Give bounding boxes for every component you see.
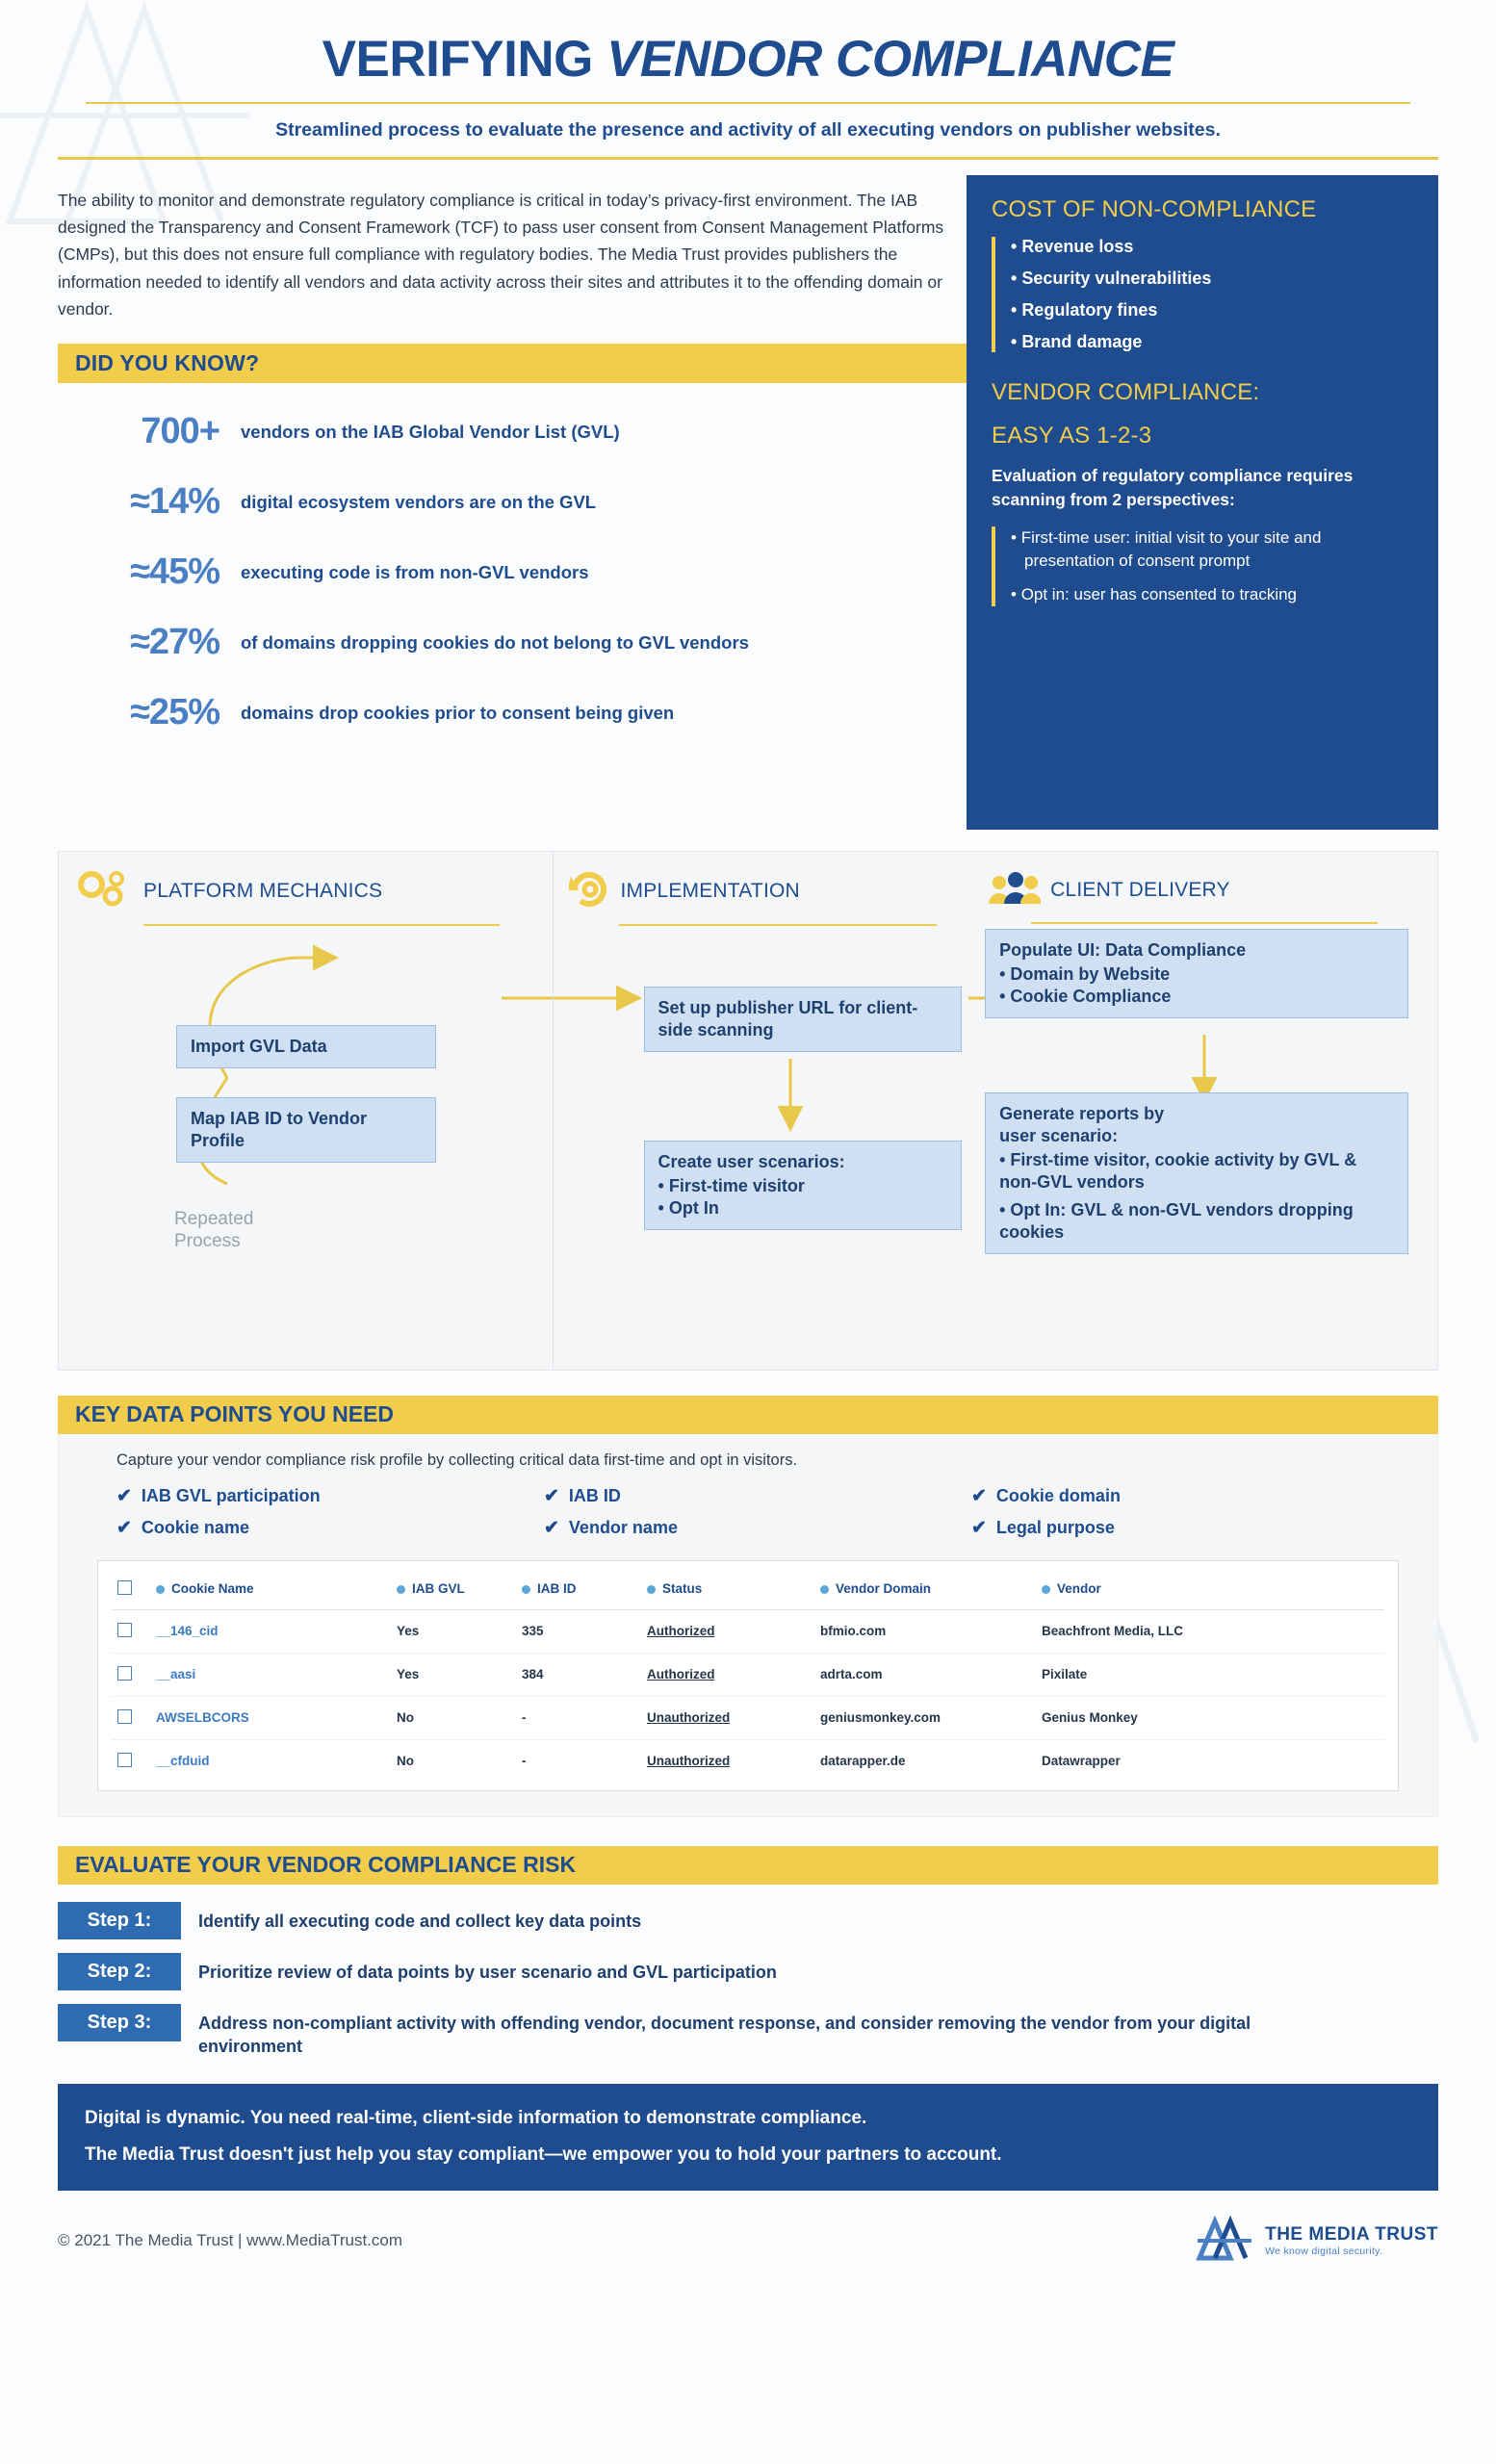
people-icon: [987, 869, 1041, 912]
table-row[interactable]: [112, 1696, 1384, 1739]
callout-line2: The Media Trust doesn't just help you stay compliant—we empower you to hold your partners to account.: [85, 2144, 1002, 2166]
repeated-line1: Repeated: [174, 1208, 254, 1229]
stat-value: ≈14%: [130, 481, 219, 523]
cell-cookie-name: __146_cid: [150, 1609, 391, 1653]
stat-row: [58, 537, 945, 607]
row-select-cell[interactable]: [112, 1609, 150, 1653]
repeated-process-label: [174, 1208, 253, 1254]
checklist-label: IAB ID: [568, 1485, 621, 1505]
column-status[interactable]: [641, 1571, 814, 1610]
easy-title-line1: VENDOR COMPLIANCE:: [992, 378, 1260, 405]
cell-vendor: Pixilate: [1036, 1653, 1384, 1696]
status-text: Unauthorized: [647, 1710, 731, 1726]
column-dot-icon: [647, 1585, 656, 1594]
check-icon: ✔: [971, 1485, 987, 1506]
table-row[interactable]: [112, 1609, 1384, 1653]
column-label: Cookie Name: [171, 1581, 254, 1597]
step-label: Step 3:: [58, 2004, 181, 2041]
cost-item: • Revenue loss: [1011, 237, 1413, 257]
column-label: Vendor: [1057, 1581, 1101, 1597]
column-iab-gvl[interactable]: [391, 1571, 516, 1610]
box-populate-list: [999, 963, 1394, 1008]
cell-iab-gvl: No: [397, 1754, 414, 1769]
logo-line2: We know digital security.: [1265, 2246, 1383, 2258]
cost-item: • Regulatory fines: [1011, 300, 1413, 321]
cell-status: [641, 1609, 814, 1653]
box-map-label: Map IAB ID to Vendor Profile: [191, 1108, 368, 1150]
cost-item: • Brand damage: [1011, 332, 1413, 352]
table-row[interactable]: [112, 1739, 1384, 1783]
implementation-title: IMPLEMENTATION: [620, 880, 800, 903]
checklist-item: [971, 1517, 1399, 1539]
cell-iab-gvl: Yes: [391, 1653, 516, 1696]
checklist-item: [544, 1517, 971, 1539]
implementation-rule: [619, 924, 937, 926]
box-populate-item: • Domain by Website: [999, 963, 1394, 986]
cell-vendor: Datawrapper: [1042, 1754, 1121, 1769]
stat-value: 700+: [141, 411, 219, 452]
cell-vendor: Genius Monkey: [1036, 1696, 1384, 1739]
row-select-cell[interactable]: [112, 1696, 150, 1739]
step-item: [58, 1953, 1438, 1990]
row-select-cell[interactable]: [112, 1739, 150, 1783]
cell-status: [641, 1739, 814, 1783]
key-data-checklist: [97, 1485, 1399, 1539]
cell-iab-id: 384: [516, 1653, 641, 1696]
step-label: Step 1:: [58, 1902, 181, 1939]
did-you-know-label: DID YOU KNOW?: [75, 350, 260, 376]
box-reports-item: • Opt In: GVL & non-GVL vendors dropping cookies: [999, 1199, 1394, 1244]
stat-text: of domains dropping cookies do not belong to GVL vendors: [241, 631, 749, 653]
easy-list: [992, 526, 1413, 606]
stat-text: vendors on the IAB Global Vendor List (GVL): [241, 421, 620, 442]
column-iab-id[interactable]: [516, 1571, 641, 1610]
cell-iab-id: -: [522, 1754, 527, 1769]
checklist-label: Legal purpose: [995, 1517, 1115, 1537]
checklist-item: [116, 1517, 544, 1539]
stat-row: [58, 678, 945, 748]
step-text: Identify all executing code and collect key data points: [198, 1911, 642, 1931]
callout-line1: Digital is dynamic. You need real-time, client-side information to demonstrate compliance.: [85, 2107, 867, 2128]
step-text: Address non-compliant activity with offending vendor, document response, and consider removing the vendor from your digital environment: [198, 2013, 1251, 2056]
box-setup-label: Set up publisher URL for client-side scanning: [658, 997, 918, 1040]
cell-status: [641, 1696, 814, 1739]
box-reports-list: [999, 1149, 1394, 1244]
cell-vendor-domain: adrta.com: [814, 1653, 1036, 1696]
cost-panel: [967, 175, 1438, 830]
checklist-label: Vendor name: [568, 1517, 678, 1537]
implementation-header: [569, 869, 957, 922]
cell-iab-id: -: [516, 1696, 641, 1739]
vendor-table-head: [112, 1571, 1384, 1610]
page-subtitle: Streamlined process to evaluate the presence and activity of all executing vendors on publisher websites.: [275, 118, 1221, 141]
step-item: [58, 1902, 1438, 1939]
evaluate-band: [58, 1846, 1438, 1885]
check-icon: ✔: [544, 1485, 559, 1506]
logo-text: [1265, 2224, 1438, 2257]
box-reports-item: • First-time visitor, cookie activity by GVL & non-GVL vendors: [999, 1149, 1394, 1194]
repeated-line2: Process: [174, 1231, 241, 1252]
stats-list: [58, 397, 945, 748]
gears-icon: [74, 869, 134, 914]
refresh-gear-icon: [569, 869, 611, 914]
client-delivery-rule: [1031, 922, 1378, 924]
vendor-table-body: [112, 1609, 1384, 1783]
stat-value: ≈27%: [130, 622, 219, 663]
cell-cookie-name: AWSELBCORS: [150, 1696, 391, 1739]
column-dot-icon: [522, 1585, 530, 1594]
key-data-body: [58, 1434, 1438, 1817]
easy-intro: Evaluation of regulatory compliance requires scanning from 2 perspectives:: [992, 466, 1354, 510]
cost-item: • Security vulnerabilities: [1011, 269, 1413, 289]
stat-value: ≈45%: [130, 552, 219, 593]
box-scenarios-list: [658, 1175, 947, 1219]
row-select-cell[interactable]: [112, 1653, 150, 1696]
diagram-col-client-delivery: [971, 852, 1437, 1370]
status-text: Authorized: [647, 1667, 715, 1682]
page-title-part1: VERIFYING: [322, 31, 607, 88]
box-scenarios-item: • First-time visitor: [658, 1175, 947, 1197]
step-label: Step 2:: [58, 1953, 181, 1990]
intro-left-column: [58, 179, 967, 830]
column-vendor[interactable]: [1036, 1571, 1384, 1610]
key-data-band: [58, 1396, 1438, 1434]
cell-iab-id: 335: [516, 1609, 641, 1653]
box-import-gvl-data: [176, 1025, 436, 1068]
check-icon: ✔: [971, 1517, 987, 1538]
column-label: IAB ID: [537, 1581, 577, 1597]
page-title-part2: VENDOR COMPLIANCE: [606, 31, 1174, 88]
key-data-label: KEY DATA POINTS YOU NEED: [75, 1401, 394, 1427]
platform-mechanics-rule: [143, 924, 500, 926]
client-delivery-title: CLIENT DELIVERY: [1050, 879, 1230, 902]
title-divider: [86, 102, 1411, 104]
cell-cookie-name: __cfduid: [156, 1754, 210, 1769]
box-generate-reports: [985, 1092, 1408, 1254]
step-item: [58, 2004, 1438, 2059]
box-populate-item: • Cookie Compliance: [999, 986, 1394, 1008]
intro-section: [0, 179, 1496, 830]
check-icon: ✔: [116, 1517, 132, 1538]
stat-text: executing code is from non-GVL vendors: [241, 561, 589, 582]
checklist-item: [971, 1485, 1399, 1507]
footer-callout: [58, 2084, 1438, 2191]
status-text: Authorized: [647, 1624, 715, 1639]
cell-vendor: Beachfront Media, LLC: [1036, 1609, 1384, 1653]
checklist-label: Cookie name: [141, 1517, 249, 1537]
box-setup-publisher-url: [644, 987, 962, 1052]
logo-mark-icon: [1196, 2216, 1253, 2267]
box-populate-title: Populate UI: Data Compliance: [999, 939, 1247, 960]
table-header-row: [112, 1571, 1384, 1610]
checklist-item: [116, 1485, 544, 1507]
checklist-item: [544, 1485, 971, 1507]
row-checkbox[interactable]: [117, 1623, 132, 1637]
table-row[interactable]: [112, 1653, 1384, 1696]
column-label: IAB GVL: [412, 1581, 465, 1597]
column-vendor-domain[interactable]: [814, 1571, 1036, 1610]
column-cookie-name[interactable]: [150, 1571, 391, 1610]
platform-mechanics-header: [74, 869, 537, 922]
cell-vendor-domain: geniusmonkey.com: [814, 1696, 1036, 1739]
stat-text: domains drop cookies prior to consent being given: [241, 702, 675, 723]
client-delivery-header: [987, 869, 1422, 920]
copyright-text: © 2021 The Media Trust | www.MediaTrust.com: [58, 2231, 403, 2250]
box-scenarios-title: Create user scenarios:: [658, 1151, 845, 1171]
check-icon: ✔: [544, 1517, 559, 1538]
cell-vendor-domain: bfmio.com: [814, 1609, 1036, 1653]
column-dot-icon: [397, 1585, 405, 1594]
checklist-label: Cookie domain: [995, 1485, 1121, 1505]
header-divider: [58, 157, 1438, 160]
intro-paragraph: The ability to monitor and demonstrate regulatory compliance is critical in today’s privacy-first environment. The IAB designed the Transparency and Consent Framework (TCF) to pass user consent from Consent Management Platforms (CMPs), but this does not ensure full compliance with regulatory bodies. The Media Trust provides publishers the information needed to identify all vendors and data activity across their sites and attributes it to the offending domain or vendor.: [58, 190, 944, 320]
vendor-table: [112, 1571, 1384, 1783]
key-data-subtitle: Capture your vendor compliance risk profile by collecting critical data first-time and opt in visitors.: [116, 1450, 798, 1469]
cell-cookie-name: __aasi: [150, 1653, 391, 1696]
stat-text: digital ecosystem vendors are on the GVL: [241, 491, 597, 512]
stat-row: [58, 467, 945, 537]
box-scenarios-item: • Opt In: [658, 1197, 947, 1219]
stat-row: [58, 607, 945, 678]
diagram-col-implementation: [554, 852, 972, 1370]
cost-list: [992, 237, 1413, 352]
row-checkbox[interactable]: [117, 1666, 132, 1681]
steps-list: [58, 1902, 1438, 2059]
logo-line1: THE MEDIA TRUST: [1265, 2224, 1438, 2246]
checklist-label: IAB GVL participation: [141, 1485, 321, 1505]
did-you-know-band: [58, 344, 967, 383]
column-label: Status: [662, 1581, 703, 1597]
box-reports-title-2: user scenario:: [999, 1125, 1119, 1145]
box-populate-ui: [985, 929, 1408, 1018]
page-footer: [58, 2216, 1438, 2267]
easy-item: • First-time user: initial visit to your site and presentation of consent prompt: [1011, 526, 1413, 573]
cell-iab-gvl: Yes: [391, 1609, 516, 1653]
cost-panel-title: COST OF NON-COMPLIANCE: [992, 195, 1317, 222]
stat-value: ≈25%: [130, 692, 219, 733]
row-checkbox[interactable]: [117, 1753, 132, 1767]
stat-row: [58, 397, 945, 467]
box-create-user-scenarios: [644, 1141, 962, 1230]
diagram-col-platform: [59, 852, 554, 1370]
check-icon: ✔: [116, 1485, 132, 1506]
box-map-iab-id: [176, 1097, 436, 1163]
easy-item: • Opt in: user has consented to tracking: [1011, 583, 1413, 606]
column-dot-icon: [156, 1585, 165, 1594]
easy-title-line2: EASY AS 1-2-3: [992, 422, 1152, 449]
process-diagram: [58, 851, 1438, 1371]
cell-status: [641, 1653, 814, 1696]
select-all-checkbox[interactable]: [117, 1580, 132, 1595]
cell-iab-gvl: No: [391, 1696, 516, 1739]
box-reports-title-1: Generate reports by: [999, 1103, 1165, 1123]
evaluate-label: EVALUATE YOUR VENDOR COMPLIANCE RISK: [75, 1852, 577, 1878]
company-logo: [1196, 2216, 1438, 2267]
box-import-label: Import GVL Data: [191, 1036, 327, 1056]
cell-vendor-domain: datarapper.de: [820, 1754, 906, 1769]
column-dot-icon: [820, 1585, 829, 1594]
page-title: [58, 33, 1438, 87]
step-text: Prioritize review of data points by user scenario and GVL participation: [198, 1962, 777, 1982]
column-label: Vendor Domain: [836, 1581, 932, 1597]
row-checkbox[interactable]: [117, 1709, 132, 1724]
status-text: Unauthorized: [647, 1754, 731, 1769]
select-all-header: [112, 1571, 150, 1610]
column-dot-icon: [1042, 1585, 1050, 1594]
vendor-table-wrapper: [97, 1560, 1399, 1791]
platform-mechanics-title: PLATFORM MECHANICS: [143, 880, 383, 903]
page-header: [0, 0, 1496, 160]
